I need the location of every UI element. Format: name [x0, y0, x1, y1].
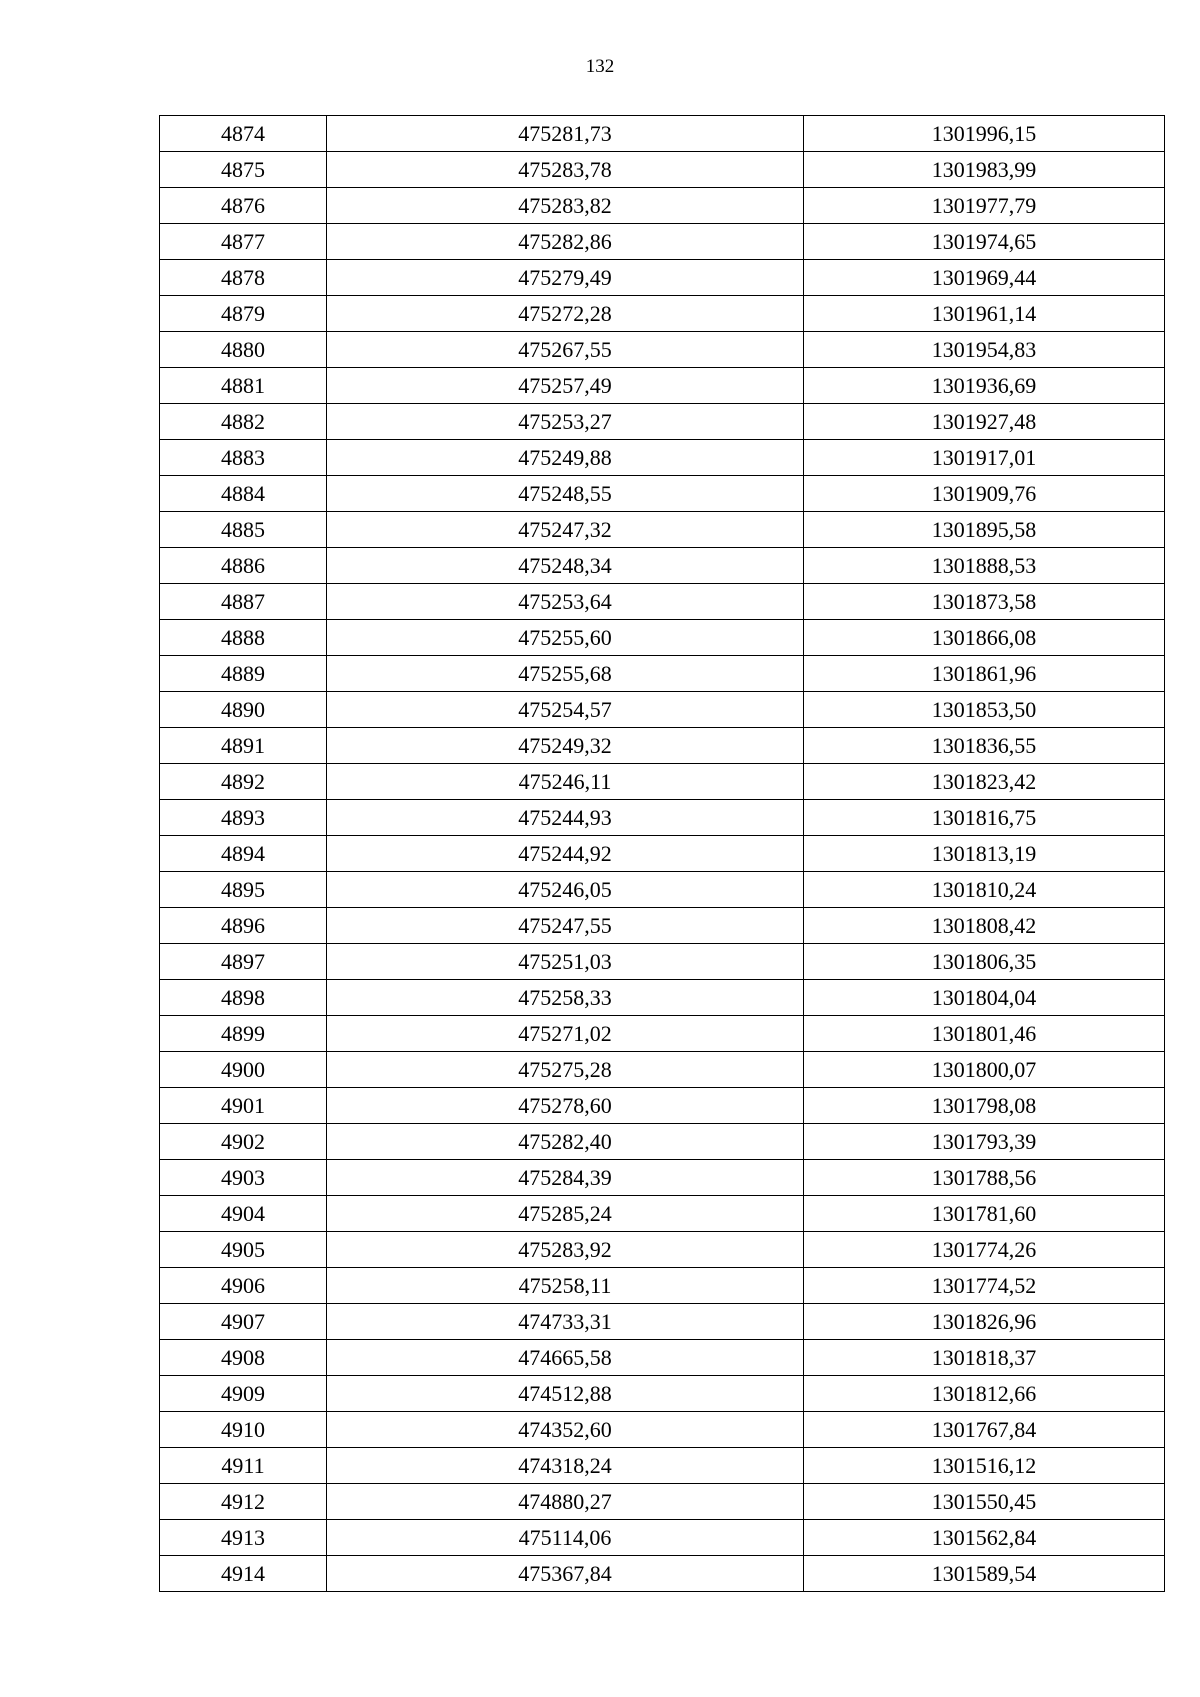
x-coordinate-cell: 475278,60: [327, 1088, 804, 1124]
table-row: [160, 116, 1165, 152]
point-number-cell: 4903: [160, 1160, 327, 1196]
x-coordinate-cell: 475246,05: [327, 872, 804, 908]
y-coordinate-cell: 1301804,04: [804, 980, 1165, 1016]
point-number-cell: 4897: [160, 944, 327, 980]
x-coordinate-cell: 475279,49: [327, 260, 804, 296]
x-coordinate-cell: 475114,06: [327, 1520, 804, 1556]
table-row: [160, 1016, 1165, 1052]
y-coordinate-cell: 1301936,69: [804, 368, 1165, 404]
x-coordinate-cell: 474733,31: [327, 1304, 804, 1340]
x-coordinate-cell: 475253,27: [327, 404, 804, 440]
x-coordinate-cell: 475249,32: [327, 728, 804, 764]
point-number-cell: 4912: [160, 1484, 327, 1520]
table-row: [160, 908, 1165, 944]
x-coordinate-cell: 475258,33: [327, 980, 804, 1016]
x-coordinate-cell: 475271,02: [327, 1016, 804, 1052]
point-number-cell: 4891: [160, 728, 327, 764]
y-coordinate-cell: 1301836,55: [804, 728, 1165, 764]
y-coordinate-cell: 1301826,96: [804, 1304, 1165, 1340]
point-number-cell: 4892: [160, 764, 327, 800]
table-row: [160, 1484, 1165, 1520]
table-row: [160, 656, 1165, 692]
point-number-cell: 4887: [160, 584, 327, 620]
point-number-cell: 4902: [160, 1124, 327, 1160]
point-number-cell: 4877: [160, 224, 327, 260]
y-coordinate-cell: 1301774,52: [804, 1268, 1165, 1304]
y-coordinate-cell: 1301974,65: [804, 224, 1165, 260]
table-row: [160, 728, 1165, 764]
x-coordinate-cell: 475283,82: [327, 188, 804, 224]
y-coordinate-cell: 1301818,37: [804, 1340, 1165, 1376]
point-number-cell: 4908: [160, 1340, 327, 1376]
table-row: [160, 1052, 1165, 1088]
y-coordinate-cell: 1301888,53: [804, 548, 1165, 584]
point-number-cell: 4884: [160, 476, 327, 512]
table-row: [160, 1268, 1165, 1304]
y-coordinate-cell: 1301798,08: [804, 1088, 1165, 1124]
x-coordinate-cell: 475247,32: [327, 512, 804, 548]
table-row: [160, 512, 1165, 548]
x-coordinate-cell: 475284,39: [327, 1160, 804, 1196]
y-coordinate-cell: 1301810,24: [804, 872, 1165, 908]
y-coordinate-cell: 1301812,66: [804, 1376, 1165, 1412]
y-coordinate-cell: 1301917,01: [804, 440, 1165, 476]
point-number-cell: 4893: [160, 800, 327, 836]
point-number-cell: 4909: [160, 1376, 327, 1412]
y-coordinate-cell: 1301550,45: [804, 1484, 1165, 1520]
point-number-cell: 4879: [160, 296, 327, 332]
x-coordinate-cell: 475248,55: [327, 476, 804, 512]
point-number-cell: 4901: [160, 1088, 327, 1124]
x-coordinate-cell: 475267,55: [327, 332, 804, 368]
table-row: [160, 368, 1165, 404]
point-number-cell: 4888: [160, 620, 327, 656]
point-number-cell: 4885: [160, 512, 327, 548]
point-number-cell: 4881: [160, 368, 327, 404]
table-row: [160, 1376, 1165, 1412]
y-coordinate-cell: 1301823,42: [804, 764, 1165, 800]
table-row: [160, 620, 1165, 656]
table-row: [160, 188, 1165, 224]
y-coordinate-cell: 1301861,96: [804, 656, 1165, 692]
table-row: [160, 260, 1165, 296]
x-coordinate-cell: 475244,93: [327, 800, 804, 836]
point-number-cell: 4906: [160, 1268, 327, 1304]
x-coordinate-cell: 475244,92: [327, 836, 804, 872]
y-coordinate-cell: 1301793,39: [804, 1124, 1165, 1160]
x-coordinate-cell: 475285,24: [327, 1196, 804, 1232]
table-row: [160, 152, 1165, 188]
y-coordinate-cell: 1301589,54: [804, 1556, 1165, 1592]
table-row: [160, 872, 1165, 908]
table-row: [160, 1088, 1165, 1124]
y-coordinate-cell: 1301873,58: [804, 584, 1165, 620]
point-number-cell: 4900: [160, 1052, 327, 1088]
y-coordinate-cell: 1301767,84: [804, 1412, 1165, 1448]
table-row: [160, 548, 1165, 584]
table-row: [160, 764, 1165, 800]
x-coordinate-cell: 474880,27: [327, 1484, 804, 1520]
table-row: [160, 692, 1165, 728]
y-coordinate-cell: 1301969,44: [804, 260, 1165, 296]
y-coordinate-cell: 1301816,75: [804, 800, 1165, 836]
table-row: [160, 404, 1165, 440]
y-coordinate-cell: 1301853,50: [804, 692, 1165, 728]
y-coordinate-cell: 1301801,46: [804, 1016, 1165, 1052]
x-coordinate-cell: 474512,88: [327, 1376, 804, 1412]
x-coordinate-cell: 475255,60: [327, 620, 804, 656]
x-coordinate-cell: 475258,11: [327, 1268, 804, 1304]
x-coordinate-cell: 475249,88: [327, 440, 804, 476]
x-coordinate-cell: 475257,49: [327, 368, 804, 404]
x-coordinate-cell: 475254,57: [327, 692, 804, 728]
y-coordinate-cell: 1301954,83: [804, 332, 1165, 368]
y-coordinate-cell: 1301808,42: [804, 908, 1165, 944]
table-row: [160, 476, 1165, 512]
table-row: [160, 1556, 1165, 1592]
table-row: [160, 332, 1165, 368]
y-coordinate-cell: 1301788,56: [804, 1160, 1165, 1196]
x-coordinate-cell: 474352,60: [327, 1412, 804, 1448]
point-number-cell: 4899: [160, 1016, 327, 1052]
x-coordinate-cell: 475367,84: [327, 1556, 804, 1592]
point-number-cell: 4876: [160, 188, 327, 224]
x-coordinate-cell: 475246,11: [327, 764, 804, 800]
table-row: [160, 1160, 1165, 1196]
table-row: [160, 1196, 1165, 1232]
table-row: [160, 224, 1165, 260]
y-coordinate-cell: 1301806,35: [804, 944, 1165, 980]
y-coordinate-cell: 1301895,58: [804, 512, 1165, 548]
table-row: [160, 1124, 1165, 1160]
y-coordinate-cell: 1301983,99: [804, 152, 1165, 188]
point-number-cell: 4886: [160, 548, 327, 584]
point-number-cell: 4911: [160, 1448, 327, 1484]
y-coordinate-cell: 1301813,19: [804, 836, 1165, 872]
x-coordinate-cell: 474665,58: [327, 1340, 804, 1376]
y-coordinate-cell: 1301781,60: [804, 1196, 1165, 1232]
point-number-cell: 4895: [160, 872, 327, 908]
y-coordinate-cell: 1301562,84: [804, 1520, 1165, 1556]
point-number-cell: 4878: [160, 260, 327, 296]
y-coordinate-cell: 1301866,08: [804, 620, 1165, 656]
point-number-cell: 4896: [160, 908, 327, 944]
point-number-cell: 4883: [160, 440, 327, 476]
point-number-cell: 4874: [160, 116, 327, 152]
point-number-cell: 4904: [160, 1196, 327, 1232]
y-coordinate-cell: 1301996,15: [804, 116, 1165, 152]
table-row: [160, 1304, 1165, 1340]
point-number-cell: 4894: [160, 836, 327, 872]
table-row: [160, 944, 1165, 980]
x-coordinate-cell: 475275,28: [327, 1052, 804, 1088]
x-coordinate-cell: 475248,34: [327, 548, 804, 584]
x-coordinate-cell: 475272,28: [327, 296, 804, 332]
point-number-cell: 4882: [160, 404, 327, 440]
y-coordinate-cell: 1301800,07: [804, 1052, 1165, 1088]
point-number-cell: 4914: [160, 1556, 327, 1592]
x-coordinate-cell: 475283,78: [327, 152, 804, 188]
y-coordinate-cell: 1301909,76: [804, 476, 1165, 512]
table-row: [160, 1448, 1165, 1484]
x-coordinate-cell: 475282,86: [327, 224, 804, 260]
y-coordinate-cell: 1301927,48: [804, 404, 1165, 440]
coordinates-table: [159, 115, 1165, 1592]
table-row: [160, 1340, 1165, 1376]
x-coordinate-cell: 475255,68: [327, 656, 804, 692]
x-coordinate-cell: 475247,55: [327, 908, 804, 944]
x-coordinate-cell: 475283,92: [327, 1232, 804, 1268]
point-number-cell: 4880: [160, 332, 327, 368]
table-row: [160, 1412, 1165, 1448]
table-row: [160, 1520, 1165, 1556]
point-number-cell: 4875: [160, 152, 327, 188]
point-number-cell: 4905: [160, 1232, 327, 1268]
table-row: [160, 296, 1165, 332]
y-coordinate-cell: 1301774,26: [804, 1232, 1165, 1268]
table-row: [160, 440, 1165, 476]
point-number-cell: 4910: [160, 1412, 327, 1448]
table-row: [160, 584, 1165, 620]
y-coordinate-cell: 1301516,12: [804, 1448, 1165, 1484]
table-row: [160, 836, 1165, 872]
page-number: 132: [585, 56, 615, 77]
point-number-cell: 4898: [160, 980, 327, 1016]
y-coordinate-cell: 1301961,14: [804, 296, 1165, 332]
table-row: [160, 980, 1165, 1016]
point-number-cell: 4889: [160, 656, 327, 692]
x-coordinate-cell: 474318,24: [327, 1448, 804, 1484]
table-row: [160, 800, 1165, 836]
point-number-cell: 4890: [160, 692, 327, 728]
x-coordinate-cell: 475282,40: [327, 1124, 804, 1160]
point-number-cell: 4907: [160, 1304, 327, 1340]
coordinates-table-body: [160, 116, 1165, 1592]
x-coordinate-cell: 475253,64: [327, 584, 804, 620]
x-coordinate-cell: 475251,03: [327, 944, 804, 980]
y-coordinate-cell: 1301977,79: [804, 188, 1165, 224]
table-row: [160, 1232, 1165, 1268]
point-number-cell: 4913: [160, 1520, 327, 1556]
x-coordinate-cell: 475281,73: [327, 116, 804, 152]
